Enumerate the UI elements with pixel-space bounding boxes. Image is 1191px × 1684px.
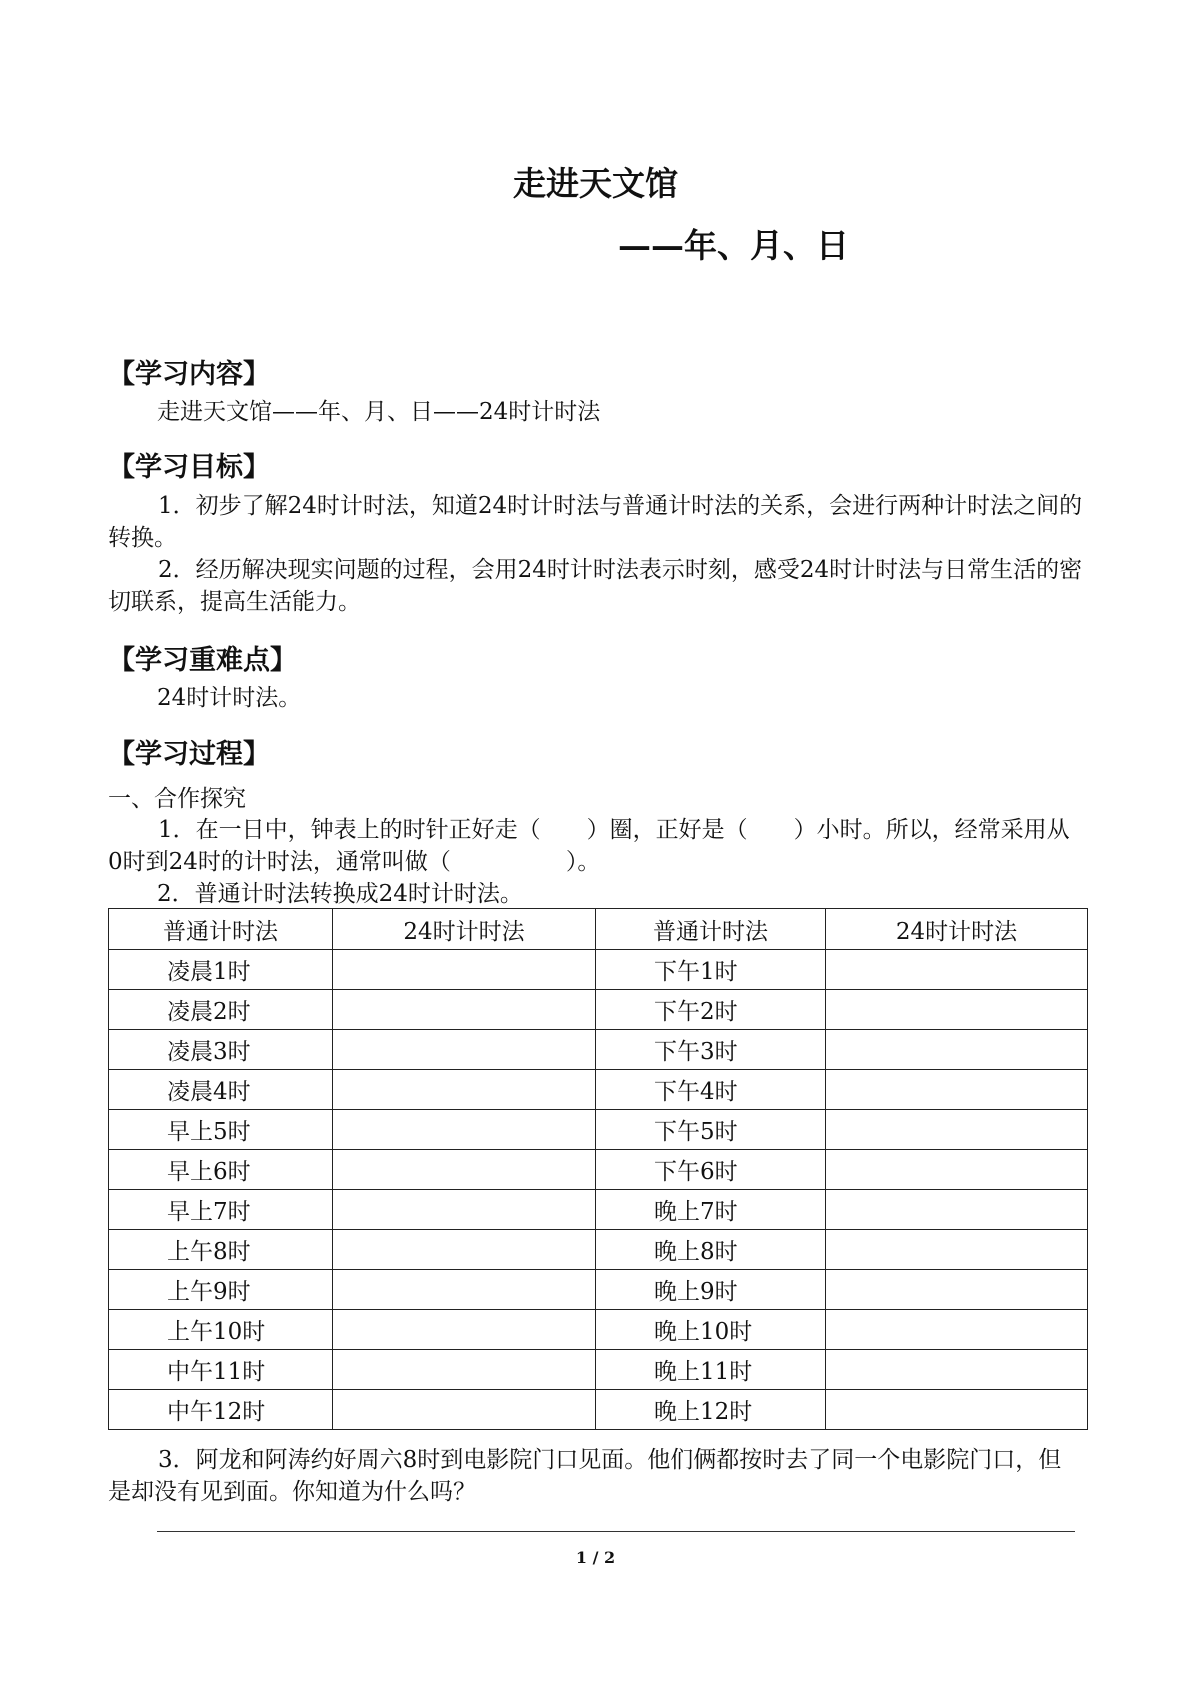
table-row — [109, 1110, 1088, 1150]
answer-cell — [333, 1110, 596, 1150]
ordinary-time-cell: 上午8时 — [109, 1230, 333, 1270]
table-row — [109, 1310, 1088, 1350]
ordinary-time-cell: 凌晨3时 — [109, 1030, 333, 1070]
table-row — [109, 1350, 1088, 1390]
ordinary-time-cell: 晚上9时 — [596, 1270, 826, 1310]
ordinary-time-cell: 下午6时 — [596, 1150, 826, 1190]
answer-cell — [333, 950, 596, 990]
header-ordinary-time: 普通计时法 — [596, 909, 826, 950]
ordinary-time-cell: 早上5时 — [109, 1110, 333, 1150]
table-row — [109, 1150, 1088, 1190]
ordinary-time-cell: 凌晨4时 — [109, 1070, 333, 1110]
ordinary-time-cell: 下午4时 — [596, 1070, 826, 1110]
time-conversion-table — [108, 908, 1088, 1430]
answer-cell — [333, 1230, 596, 1270]
answer-cell — [333, 1070, 596, 1110]
answer-cell — [826, 990, 1088, 1030]
ordinary-time-cell: 下午2时 — [596, 990, 826, 1030]
answer-cell — [826, 1230, 1088, 1270]
table-row — [109, 950, 1088, 990]
table-row — [109, 1030, 1088, 1070]
header-24h-time: 24时计时法 — [333, 909, 596, 950]
answer-cell — [826, 1030, 1088, 1070]
goal-item-1: 1．初步了解24时计时法，知道24时计时法与普通计时法的关系，会进行两种计时法之间的转换。 — [108, 493, 1083, 551]
table-row — [109, 990, 1088, 1030]
answer-cell — [826, 1190, 1088, 1230]
answer-cell — [333, 990, 596, 1030]
header-ordinary-time: 普通计时法 — [109, 909, 333, 950]
footer-divider — [157, 1531, 1075, 1532]
question-3: 3．阿龙和阿涛约好周六8时到电影院门口见面。他们俩都按时去了同一个电影院门口，但是却没有见到面。你知道为什么吗？ — [108, 1447, 1062, 1505]
ordinary-time-cell: 晚上7时 — [596, 1190, 826, 1230]
part1-title: 一、合作探究 — [108, 786, 246, 812]
ordinary-time-cell: 晚上12时 — [596, 1390, 826, 1430]
answer-cell — [333, 1150, 596, 1190]
answer-cell — [826, 1270, 1088, 1310]
answer-cell — [333, 1390, 596, 1430]
heading-goals: 【学习目标】 — [108, 452, 270, 483]
table-row — [109, 1070, 1088, 1110]
answer-cell — [826, 1150, 1088, 1190]
ordinary-time-cell: 晚上10时 — [596, 1310, 826, 1350]
keypoints-text: 24时计时法。 — [157, 685, 302, 711]
ordinary-time-cell: 上午9时 — [109, 1270, 333, 1310]
answer-cell — [826, 1310, 1088, 1350]
question-1: 1．在一日中，钟表上的时针正好走（ ）圈，正好是（ ）小时。所以，经常采用从0时到24时的计时法，通常叫做（ ）。 — [108, 817, 1070, 875]
table-row — [109, 1190, 1088, 1230]
answer-cell — [826, 950, 1088, 990]
answer-cell — [333, 1270, 596, 1310]
ordinary-time-cell: 早上7时 — [109, 1190, 333, 1230]
goal-item-2: 2．经历解决现实问题的过程，会用24时计时法表示时刻，感受24时计时法与日常生活的密切联系，提高生活能力。 — [108, 557, 1083, 615]
answer-cell — [333, 1190, 596, 1230]
heading-process: 【学习过程】 — [108, 739, 270, 770]
answer-cell — [826, 1110, 1088, 1150]
ordinary-time-cell: 上午10时 — [109, 1310, 333, 1350]
ordinary-time-cell: 凌晨2时 — [109, 990, 333, 1030]
ordinary-time-cell: 晚上11时 — [596, 1350, 826, 1390]
ordinary-time-cell: 下午1时 — [596, 950, 826, 990]
ordinary-time-cell: 中午12时 — [109, 1390, 333, 1430]
ordinary-time-cell: 下午3时 — [596, 1030, 826, 1070]
answer-cell — [333, 1310, 596, 1350]
page-title: 走进天文馆 — [513, 164, 678, 203]
answer-cell — [826, 1070, 1088, 1110]
ordinary-time-cell: 早上6时 — [109, 1150, 333, 1190]
heading-keypoints: 【学习重难点】 — [108, 645, 297, 676]
table-row — [109, 1230, 1088, 1270]
ordinary-time-cell: 晚上8时 — [596, 1230, 826, 1270]
table-header-row — [109, 909, 1088, 950]
answer-cell — [333, 1030, 596, 1070]
table-row — [109, 1270, 1088, 1310]
question-2: 2．普通计时法转换成24时计时法。 — [157, 881, 523, 907]
answer-cell — [826, 1350, 1088, 1390]
header-24h-time: 24时计时法 — [826, 909, 1088, 950]
content-text: 走进天文馆——年、月、日——24时计时法 — [157, 399, 601, 425]
heading-content: 【学习内容】 — [108, 359, 270, 390]
answer-cell — [826, 1390, 1088, 1430]
answer-cell — [333, 1350, 596, 1390]
page-number: 1 / 2 — [575, 1548, 616, 1567]
ordinary-time-cell: 下午5时 — [596, 1110, 826, 1150]
page-subtitle: ——年、月、日 — [618, 226, 849, 265]
table-row — [109, 1390, 1088, 1430]
ordinary-time-cell: 凌晨1时 — [109, 950, 333, 990]
ordinary-time-cell: 中午11时 — [109, 1350, 333, 1390]
